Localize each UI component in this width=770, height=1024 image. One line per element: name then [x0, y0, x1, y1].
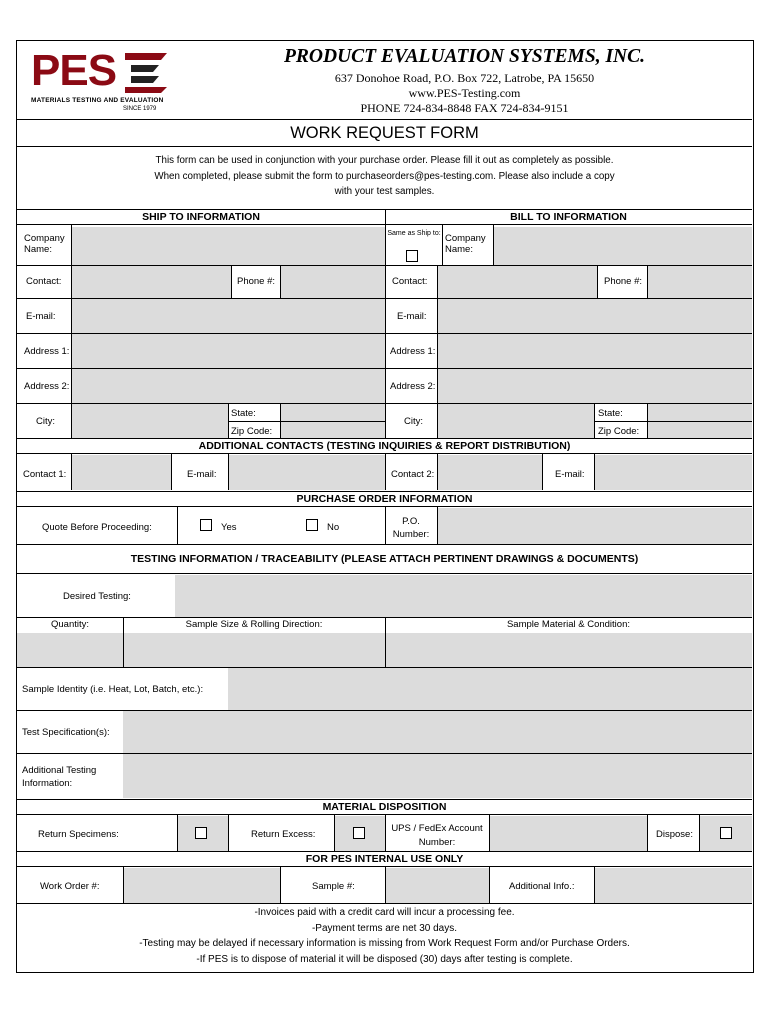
same-as-ship-label: Same as Ship to: [387, 230, 441, 237]
bill-to-heading: BILL TO INFORMATION [510, 211, 627, 223]
terms-notes [17, 905, 752, 967]
additional-contacts-heading: ADDITIONAL CONTACTS (TESTING INQUIRIES & REPORT DISTRIBUTION) [17, 438, 752, 454]
sample-number-field[interactable] [385, 868, 489, 903]
ship-zip-label: Zip Code: [231, 426, 273, 437]
internal-use-heading: FOR PES INTERNAL USE ONLY [17, 851, 752, 867]
bill-company-field[interactable] [493, 227, 752, 265]
intro-line: This form can be used in conjunction with your purchase order. Please fill it out as completely as possible. [155, 155, 614, 166]
bill-contact-field[interactable] [437, 266, 597, 298]
intro-line: with your test samples. [334, 186, 435, 197]
contact2-label: Contact 2: [391, 469, 435, 480]
dispose-checkbox[interactable] [720, 827, 732, 839]
pes-logo [29, 46, 174, 119]
contact1-email-field[interactable] [228, 455, 385, 490]
test-specification-field[interactable] [123, 711, 752, 753]
ship-phone-field[interactable] [280, 266, 385, 298]
ship-address1-label: Address 1: [24, 346, 70, 357]
quantity-label: Quantity: [50, 619, 90, 630]
bill-address1-label: Address 1: [390, 346, 436, 357]
bill-phone-field[interactable] [647, 266, 752, 298]
ship-email-field[interactable] [71, 299, 385, 333]
purchase-order-heading: PURCHASE ORDER INFORMATION [17, 491, 752, 507]
bill-contact-label: Contact: [392, 276, 428, 287]
bill-address2-field[interactable] [437, 369, 752, 403]
sample-size-field[interactable] [124, 633, 385, 667]
work-request-form [16, 40, 754, 973]
ship-address2-label: Address 2: [24, 381, 70, 392]
ship-contact-field[interactable] [71, 266, 231, 298]
bill-state-label: State: [598, 408, 623, 419]
form-header [17, 41, 752, 119]
contact2-email-label: E-mail: [555, 469, 585, 480]
quantity-field[interactable] [17, 633, 123, 667]
company-phone-fax: PHONE 724-834-8848 FAX 724-834-9151 [360, 101, 569, 115]
intro-line: When completed, please submit the form to purchaseorders@pes-testing.com. Please also include a copy [154, 170, 615, 182]
company-info [267, 46, 662, 116]
sample-material-field[interactable] [386, 633, 752, 667]
bill-phone-label: Phone #: [604, 276, 643, 287]
ship-email-label: E-mail: [26, 311, 56, 322]
ship-address2-field[interactable] [71, 369, 385, 403]
test-specification-label: Test Specification(s): [22, 727, 110, 738]
bill-city-field[interactable] [437, 404, 594, 438]
po-number-label: P.O. Number: [392, 516, 430, 540]
company-name: PRODUCT EVALUATION SYSTEMS, INC. [284, 46, 645, 67]
form-title: WORK REQUEST FORM [17, 119, 752, 147]
quote-yes-label: Yes [221, 522, 237, 533]
logo-since: SINCE 1979 [123, 106, 157, 112]
note-line: -If PES is to dispose of material it will be disposed (30) days after testing is complete. [196, 953, 573, 965]
ups-fedex-label: UPS / FedEx Account Number: [391, 823, 483, 848]
bill-address2-label: Address 2: [390, 381, 436, 392]
additional-testing-label: Additional Testing Information: [22, 765, 97, 789]
bill-city-label: City: [404, 416, 423, 427]
quote-before-proceeding-label: Quote Before Proceeding: [42, 522, 152, 533]
bill-email-field[interactable] [437, 299, 752, 333]
ups-fedex-field[interactable] [489, 816, 647, 851]
company-website: www.PES-Testing.com [408, 86, 521, 100]
bill-email-label: E-mail: [397, 311, 427, 322]
contact1-field[interactable] [71, 455, 171, 490]
ship-contact-label: Contact: [26, 276, 62, 287]
quote-no-label: No [327, 522, 340, 533]
po-number-field[interactable] [437, 508, 752, 544]
logo-text: PES [31, 46, 117, 95]
ship-state-label: State: [231, 408, 256, 419]
desired-testing-label: Desired Testing: [63, 591, 131, 602]
sample-identity-label: Sample Identity (i.e. Heat, Lot, Batch, etc.): [22, 684, 204, 695]
work-order-field[interactable] [123, 868, 280, 903]
quote-yes-checkbox[interactable] [200, 519, 212, 531]
contact1-label: Contact 1: [23, 469, 67, 480]
desired-testing-field[interactable] [175, 575, 752, 617]
note-line: -Testing may be delayed if necessary information is missing from Work Request Form and/or Purchase Orders. [139, 938, 630, 950]
note-line: -Invoices paid with a credit card will incur a processing fee. [254, 907, 515, 918]
bill-state-field[interactable] [647, 404, 752, 421]
sample-identity-field[interactable] [228, 668, 752, 710]
contact2-email-field[interactable] [594, 455, 752, 490]
bill-zip-label: Zip Code: [598, 426, 640, 437]
ship-city-label: City: [36, 416, 55, 427]
logo-tagline: MATERIALS TESTING AND EVALUATION [31, 97, 164, 104]
return-excess-label: Return Excess: [251, 829, 316, 840]
work-order-label: Work Order #: [40, 881, 100, 892]
additional-info-label: Additional Info.: [509, 881, 575, 892]
bill-address1-field[interactable] [437, 334, 752, 368]
bill-company-label: Company Name: [445, 233, 486, 255]
note-line: -Payment terms are net 30 days. [311, 922, 458, 934]
ship-to-heading: SHIP TO INFORMATION [142, 211, 260, 223]
contact2-field[interactable] [437, 455, 542, 490]
material-disposition-heading: MATERIAL DISPOSITION [17, 799, 752, 815]
ship-company-label: Company Name: [24, 233, 65, 255]
logo-stripes-icon [125, 53, 167, 93]
sample-material-label: Sample Material & Condition: [506, 619, 631, 630]
ship-phone-label: Phone #: [237, 276, 276, 287]
ship-zip-field[interactable] [280, 422, 385, 438]
testing-information-heading: TESTING INFORMATION / TRACEABILITY (PLEASE ATTACH PERTINENT DRAWINGS & DOCUMENTS) [17, 544, 752, 574]
sample-number-label: Sample #: [312, 881, 355, 892]
return-specimens-label: Return Specimens: [38, 829, 119, 840]
ship-state-field[interactable] [280, 404, 385, 421]
same-as-ship-checkbox[interactable] [406, 250, 418, 262]
ship-address1-field[interactable] [71, 334, 385, 368]
contact1-email-label: E-mail: [187, 469, 217, 480]
sample-size-label: Sample Size & Rolling Direction: [185, 619, 323, 630]
dispose-label: Dispose: [656, 829, 693, 840]
additional-info-field[interactable] [594, 868, 752, 903]
return-excess-checkbox[interactable] [353, 827, 365, 839]
quote-no-checkbox[interactable] [306, 519, 318, 531]
company-address: 637 Donohoe Road, P.O. Box 722, Latrobe, PA 15650 [334, 71, 595, 85]
form-intro [17, 147, 752, 209]
additional-testing-field[interactable] [123, 754, 752, 798]
ship-city-field[interactable] [71, 404, 228, 438]
ship-company-field[interactable] [71, 227, 385, 265]
bill-zip-field[interactable] [647, 422, 752, 438]
return-specimens-checkbox[interactable] [195, 827, 207, 839]
